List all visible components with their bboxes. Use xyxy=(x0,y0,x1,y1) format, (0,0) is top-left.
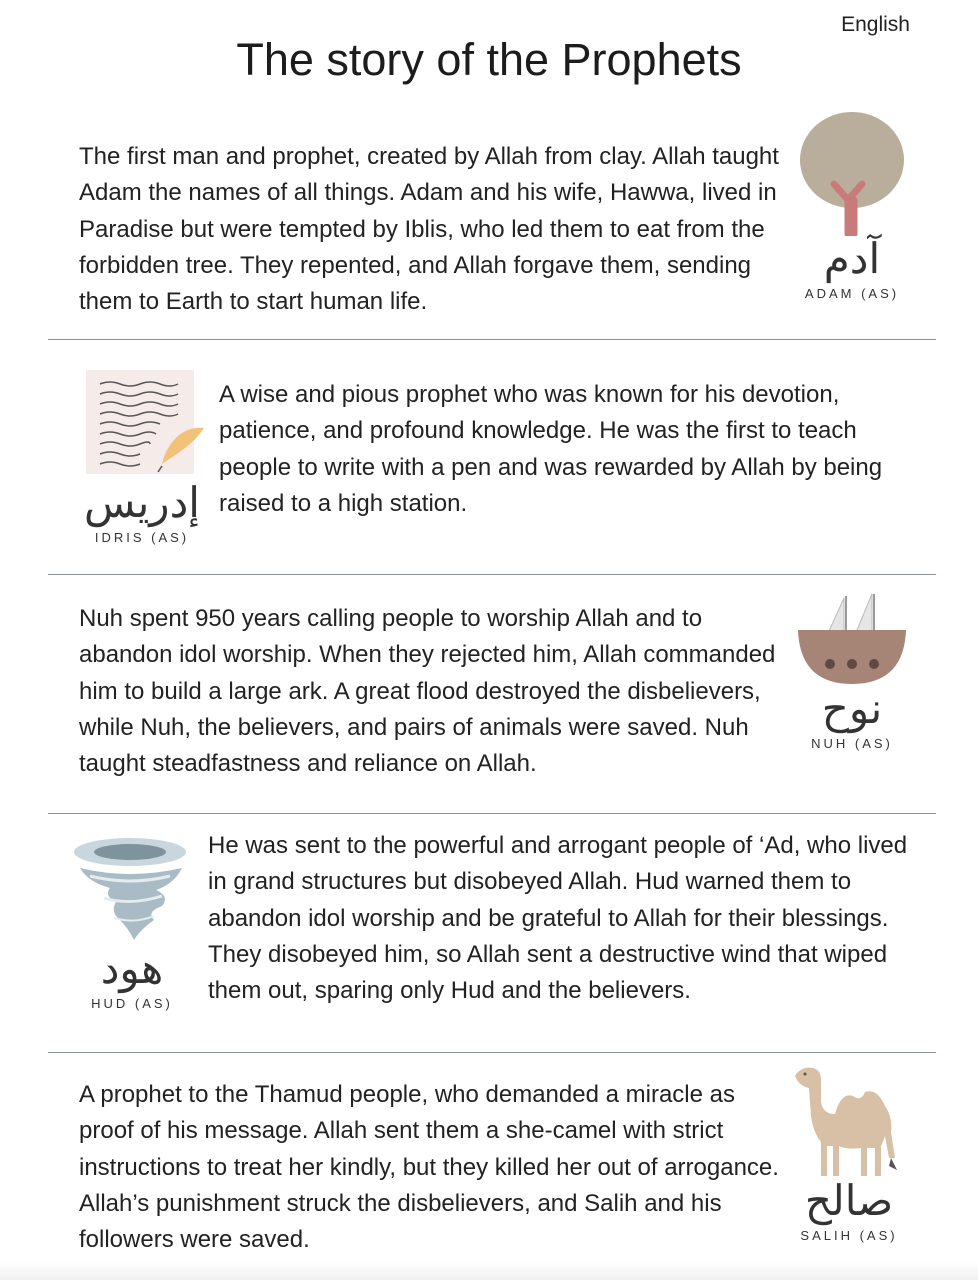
prophet-idris-caption: IDRIS (AS) xyxy=(94,530,190,546)
prophet-idris-arabic: إدريس xyxy=(84,478,200,527)
prophet-nuh-text: Nuh spent 950 years calling people to worship Allah and to abandon idol worship. When they rejected him, Allah commanded him to build a large ark. A great flood destroyed the disbelievers, while Nuh, the believers, and pairs of animals were saved. Nuh taught steadfastness and reliance on Allah. xyxy=(79,605,776,778)
prophet-hud-arabic: هود xyxy=(100,944,164,993)
prophet-adam-arabic: آدم xyxy=(823,234,881,283)
prophet-nuh-arabic: نوح xyxy=(821,684,883,733)
page-title: The story of the Prophets xyxy=(236,34,742,85)
prophet-adam-emblem xyxy=(790,108,914,301)
tree-icon xyxy=(796,108,908,236)
prophet-salih-emblem xyxy=(786,1062,912,1243)
prophet-adam-text: The first man and prophet, created by Allah from clay. Allah taught Adam the names of all things. Adam and his wife, Hawwa, lived in Paradise but were tempted by Iblis, who led them to eat from the forbidden tree. They repented, and Allah forgave them, sending them to Earth to start human life. xyxy=(79,143,779,316)
prophet-idris-text: A wise and pious prophet who was known for his devotion, patience, and profound knowledge. He was the first to teach people to write with a pen and was rewarded by Allah by being raised to a high station. xyxy=(219,381,883,517)
language-selector[interactable]: English xyxy=(841,13,910,36)
section-divider xyxy=(48,1052,936,1053)
prophet-nuh-caption: NUH (AS) xyxy=(811,736,893,752)
ark-icon xyxy=(796,592,908,686)
prophet-hud-text: He was sent to the powerful and arrogant people of ‘Ad, who lived in grand structures but disobeyed Allah. Hud warned them to abandon idol worship and be grateful to Allah for their blessings. They disobeyed him, so Allah sent a destructive wind that wiped them out, sparing only Hud and the believers. xyxy=(208,832,908,1005)
tornado-icon xyxy=(70,836,194,946)
prophet-salih-arabic: صالح xyxy=(804,1176,894,1225)
prophet-idris-emblem xyxy=(76,368,208,545)
quill-paper-icon xyxy=(80,368,204,480)
section-divider xyxy=(48,339,936,340)
prophet-salih-caption: SALIH (AS) xyxy=(800,1228,898,1244)
prophet-hud-caption: HUD (AS) xyxy=(91,996,173,1012)
page-bottom-edge xyxy=(0,1262,978,1280)
prophet-adam-caption: ADAM (AS) xyxy=(804,286,900,302)
prophet-salih-text: A prophet to the Thamud people, who demanded a miracle as proof of his message. Allah sent them a she-camel with strict instructions to treat her kindly, but they killed her out of arrogance. Allah’s punishment struck the disbelievers, and Salih and his followers were saved. xyxy=(79,1081,779,1254)
prophet-nuh-emblem xyxy=(792,592,912,751)
camel-icon xyxy=(787,1062,911,1178)
section-divider xyxy=(48,574,936,575)
prophet-hud-emblem xyxy=(66,836,198,1011)
section-divider xyxy=(48,813,936,814)
